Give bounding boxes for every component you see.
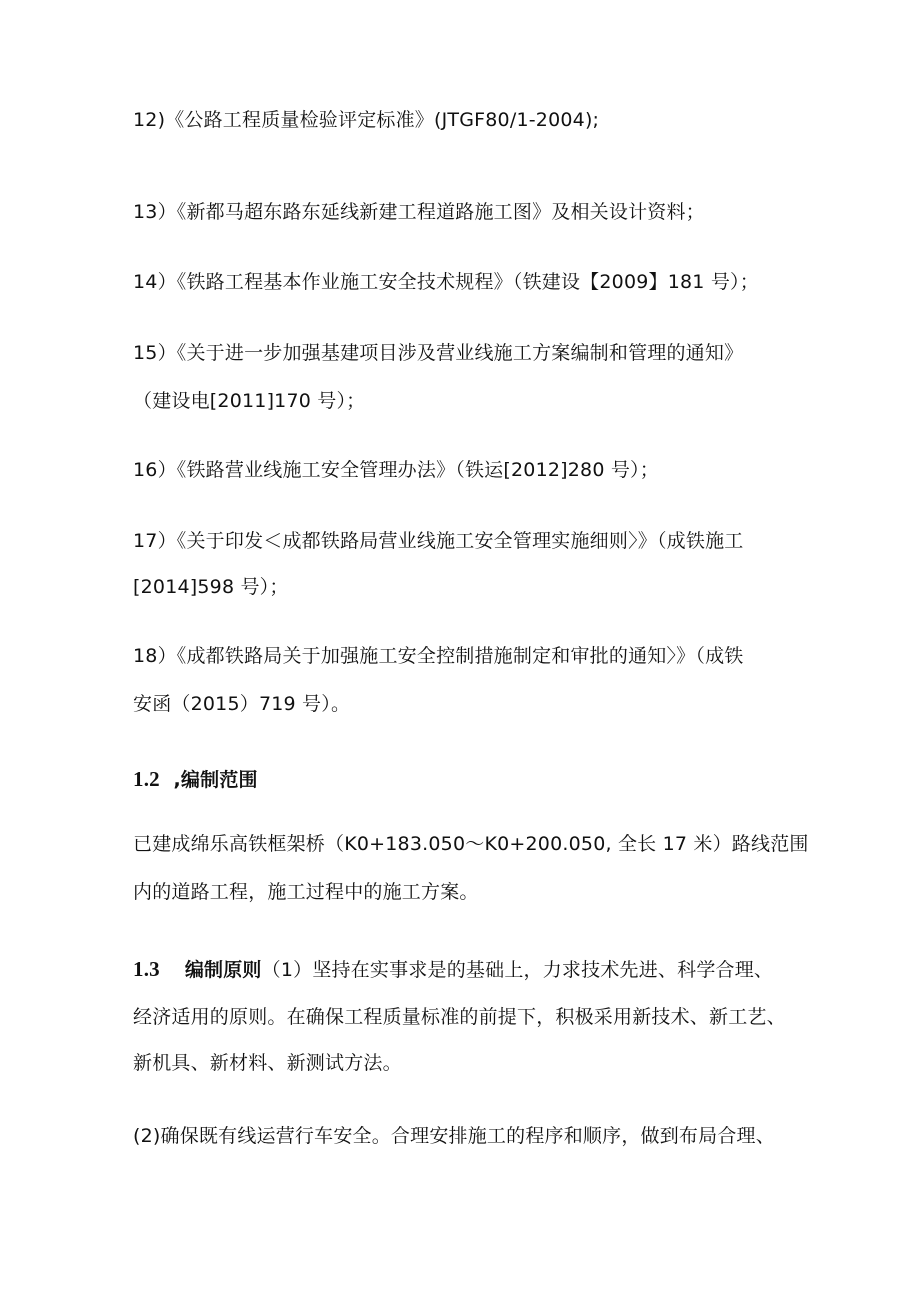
reference-item-18-line1: 18）《成都铁路局关于加强施工安全控制措施制定和审批的通知〉》（成铁 bbox=[133, 645, 744, 667]
reference-item-13: 13）《新都马超东路东延线新建工程道路施工图》及相关设计资料； bbox=[133, 201, 705, 223]
section-heading-scope bbox=[133, 765, 833, 794]
section-number: 1.2 bbox=[133, 767, 160, 791]
principles-paragraph-line1 bbox=[133, 955, 833, 984]
scope-paragraph-line1: 已建成绵乐高铁框架桥（K0+183.050～K0+200.050, 全长 17 米）路线范围 bbox=[133, 833, 809, 855]
reference-item-14: 14）《铁路工程基本作业施工安全技术规程》（铁建设【2009】181 号）； bbox=[133, 271, 759, 293]
scope-paragraph-line2: 内的道路工程，施工过程中的施工方案。 bbox=[133, 881, 479, 903]
reference-item-18-line2: 安函（2015）719 号）。 bbox=[133, 693, 351, 715]
reference-item-16: 16）《铁路营业线施工安全管理办法》（铁运[2012]280 号）； bbox=[133, 459, 659, 481]
reference-item-15-line1: 15）《关于进一步加强基建项目涉及营业线施工方案编制和管理的通知》 bbox=[133, 342, 744, 364]
reference-item-12: 12)《公路工程质量检验评定标准》(JTGF80/1-2004); bbox=[133, 109, 600, 131]
section-title: 编制原则 bbox=[184, 959, 262, 981]
section-number: 1.3 bbox=[133, 957, 160, 981]
principles-text: （1）坚持在实事求是的基础上，力求技术先进、科学合理、 bbox=[261, 959, 774, 981]
principles-paragraph-line2: 经济适用的原则。在确保工程质量标准的前提下，积极采用新技术、新工艺、 bbox=[133, 1006, 786, 1028]
reference-item-17-line1: 17）《关于印发＜成都铁路局营业线施工安全管理实施细则〉》（成铁施工 bbox=[133, 530, 744, 552]
principles-paragraph-line3: 新机具、新材料、新测试方法。 bbox=[133, 1052, 402, 1074]
reference-item-17-line2: [2014]598 号）； bbox=[133, 576, 289, 598]
reference-item-15-line2: （建设电[2011]170 号）； bbox=[133, 390, 366, 412]
section-title: ,编制范围 bbox=[173, 769, 258, 791]
principles-paragraph2-line1: (2)确保既有线运营行车安全。合理安排施工的程序和顺序，做到布局合理、 bbox=[133, 1125, 775, 1147]
